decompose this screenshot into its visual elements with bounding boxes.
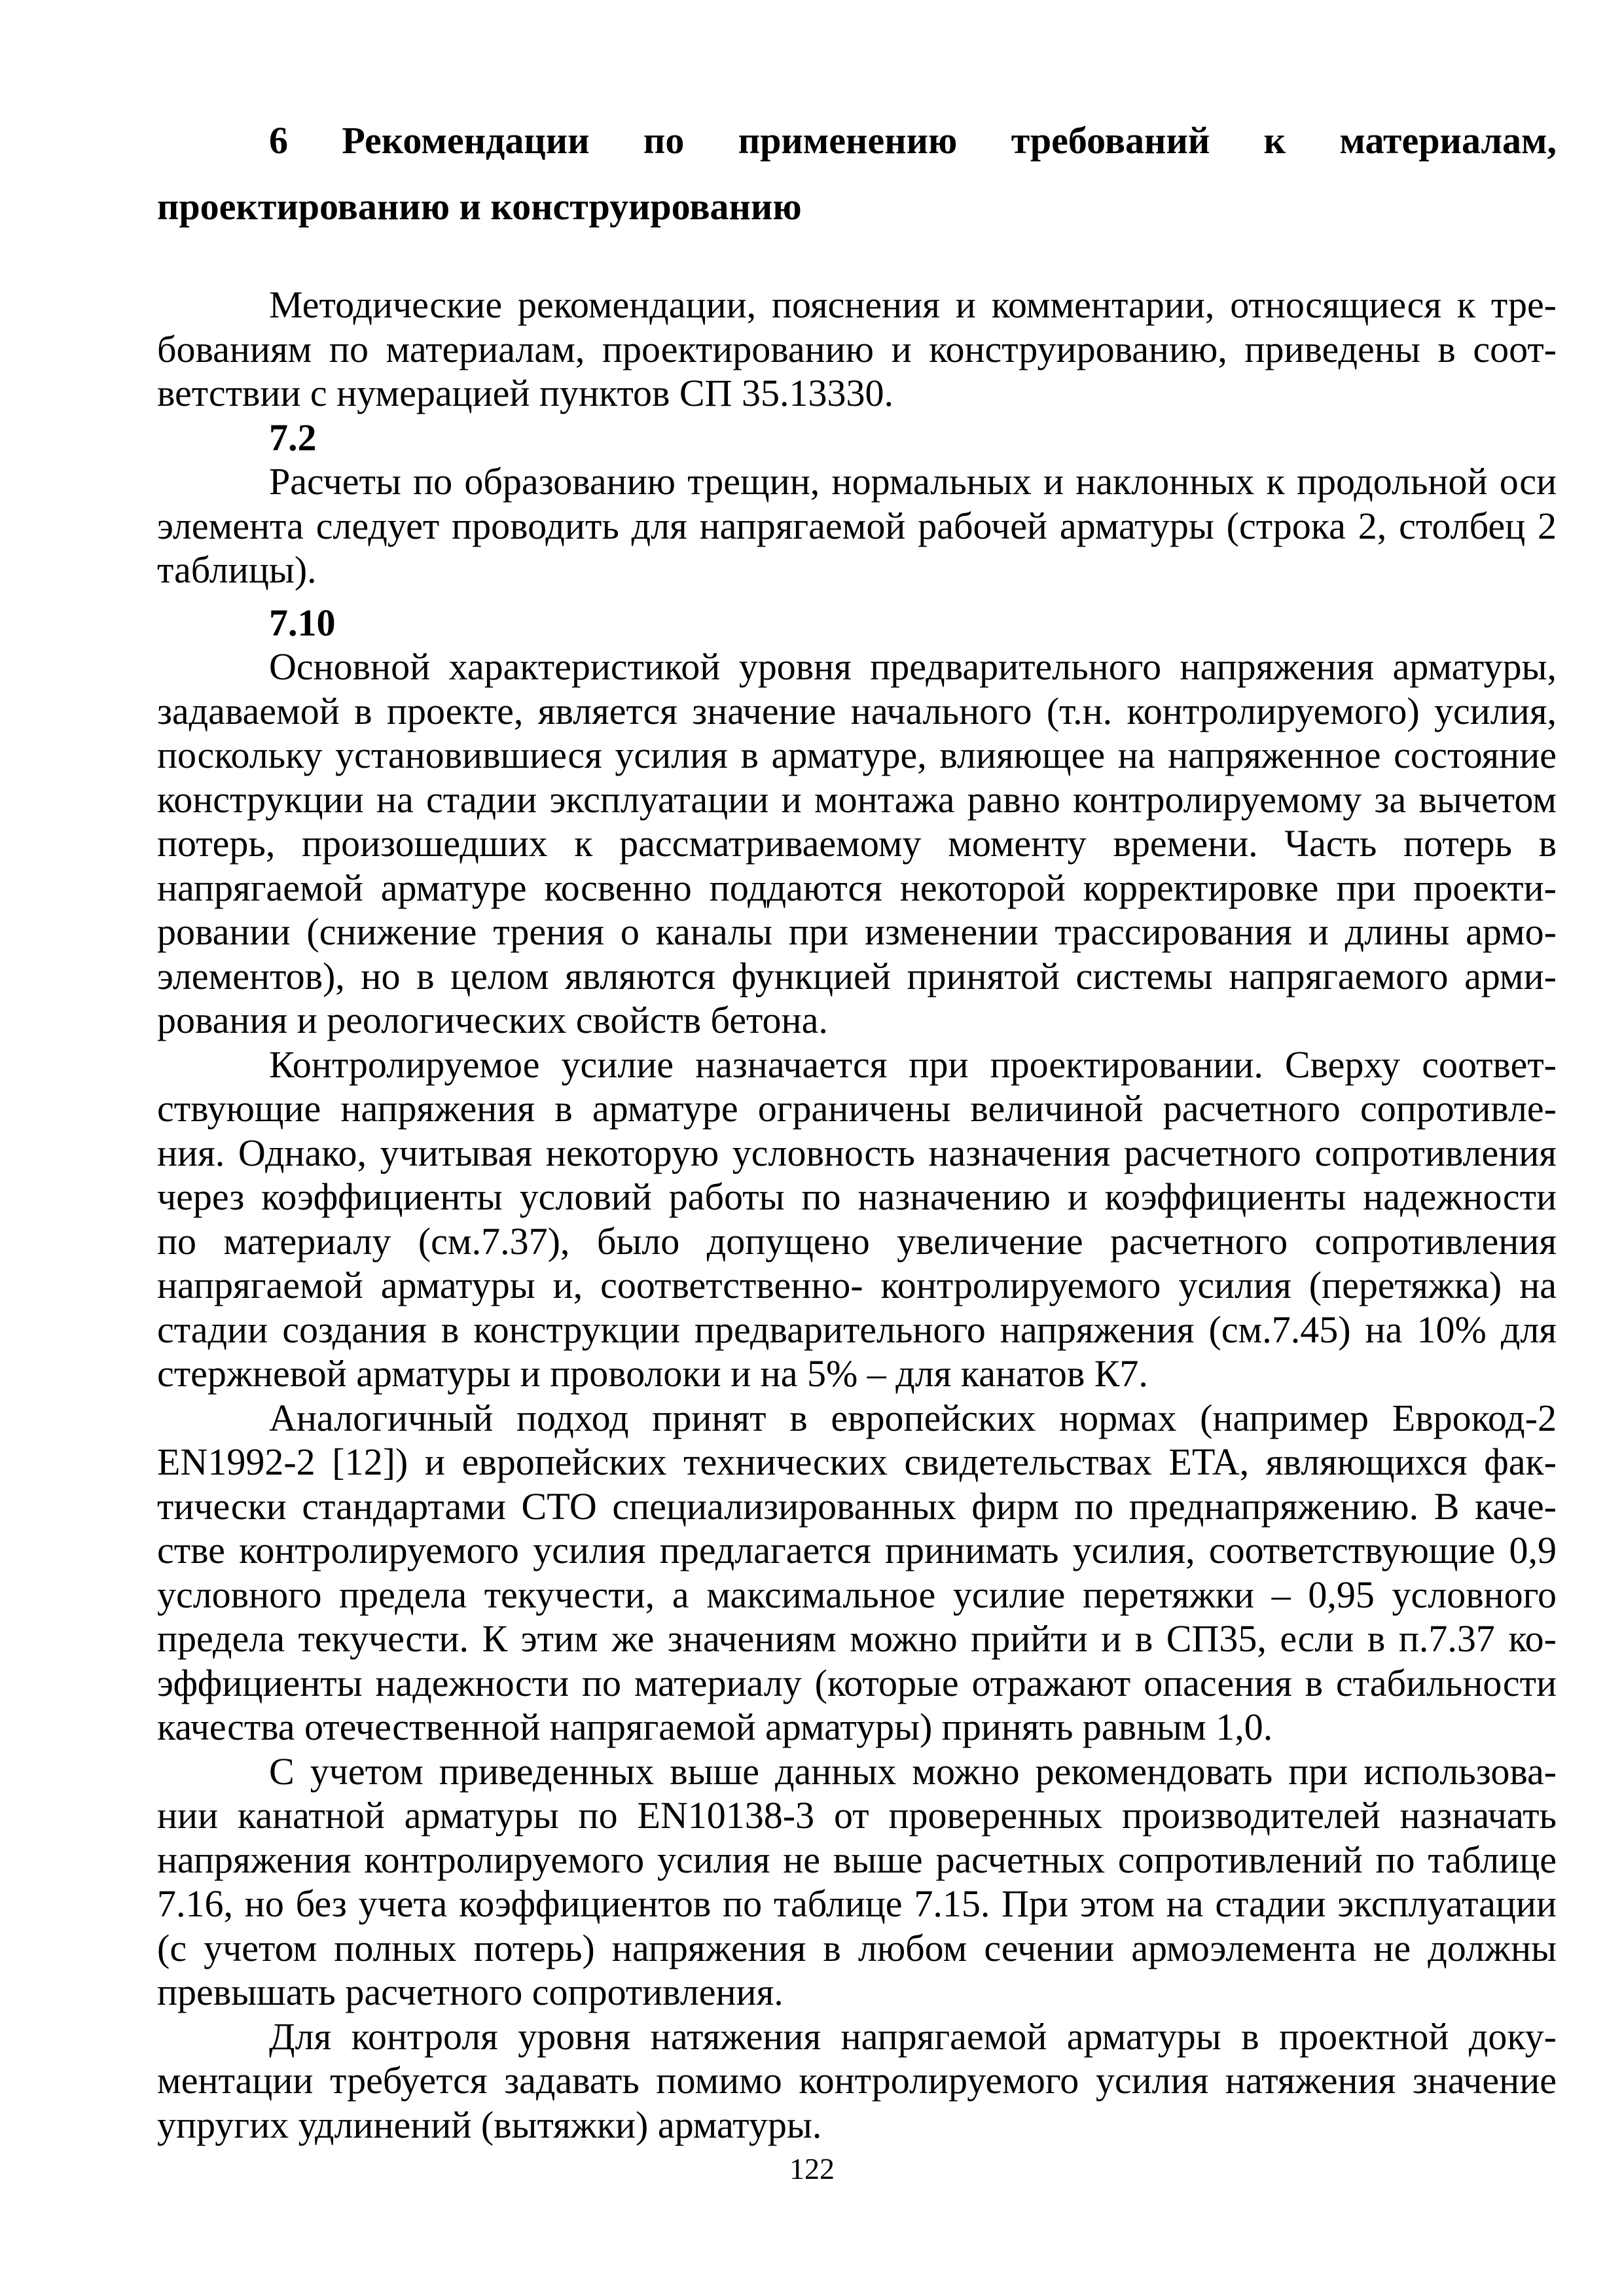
- section-number: 7.10: [269, 601, 336, 644]
- text-line: EN1992-2 [12]) и европейских технических свидетельствах ETA, являющихся фак-: [157, 1441, 1557, 1483]
- document-page: [157, 107, 1557, 2147]
- text-line: нии канатной арматуры по EN10138-3 от проверенных производителей назначать: [157, 1794, 1557, 1837]
- paragraph: [157, 283, 1557, 416]
- text-line: тически стандартами СТО специализированных фирм по преднапряжению. В каче-: [157, 1484, 1557, 1528]
- chapter-heading: [157, 107, 1557, 240]
- text-line: Основной характеристикой уровня предварительного напряжения арматуры,: [269, 645, 1557, 688]
- paragraph: [157, 645, 1557, 1043]
- text-line: ствующие напряжения в арматуре ограничены величиной расчетного сопротивле-: [157, 1087, 1557, 1130]
- text-line: ветствии с нумерацией пунктов СП 35.13330.: [157, 372, 893, 414]
- text-line: бованиям по материалам, проектированию и конструированию, приведены в соот-: [157, 327, 1557, 370]
- text-line: поскольку установившиеся усилия в арматуре, влияющее на напряженное состояние: [157, 734, 1557, 776]
- text-line: напрягаемой арматуре косвенно поддаются некоторой корректировке при проекти-: [157, 866, 1557, 909]
- text-line: эффициенты надежности по материалу (которые отражают опасения в стабильности: [157, 1661, 1557, 1704]
- text-line: рования и реологических свойств бетона.: [157, 999, 828, 1041]
- text-line: элементов), но в целом являются функцией принятой системы напрягаемого арми-: [157, 954, 1557, 997]
- text-line: Расчеты по образованию трещин, нормальных и наклонных к продольной оси: [269, 460, 1557, 503]
- text-line: Методические рекомендации, пояснения и комментарии, относящиеся к тре-: [269, 283, 1557, 326]
- text-line: ментации требуется задавать помимо контролируемого усилия натяжения значение: [157, 2059, 1557, 2102]
- text-line: через коэффициенты условий работы по назначению и коэффициенты надежности: [157, 1175, 1557, 1218]
- paragraph: [157, 1749, 1557, 2015]
- text-line: стве контролируемого усилия предлагается принимать усилия, соответствующие 0,9: [157, 1529, 1557, 1571]
- text-line: 7.16, но без учета коэффициентов по таблице 7.15. При этом на стадии эксплуатации: [157, 1882, 1557, 1925]
- text-line: упругих удлинений (вытяжки) арматуры.: [157, 2103, 822, 2146]
- page-number: 122: [789, 2152, 835, 2185]
- text-line: по материалу (см.7.37), было допущено увеличение расчетного сопротивления: [157, 1219, 1557, 1263]
- text-line: Контролируемое усилие назначается при проектировании. Сверху соответ-: [269, 1043, 1557, 1086]
- text-line: предела текучести. К этим же значениям можно прийти и в СП35, если в п.7.37 ко-: [157, 1617, 1557, 1660]
- heading-line: проектированию и конструированию: [157, 185, 802, 228]
- paragraph: [157, 1043, 1557, 1396]
- text-line: напряжения контролируемого усилия не выше расчетных сопротивлений по таблице: [157, 1838, 1557, 1881]
- paragraph: [157, 1396, 1557, 1749]
- text-line: (с учетом полных потерь) напряжения в любом сечении армоэлемента не должны: [157, 1926, 1557, 1969]
- text-line: Аналогичный подход принят в европейских нормах (например Еврокод-2: [269, 1396, 1557, 1439]
- text-line: ния. Однако, учитывая некоторую условность назначения расчетного сопротивления: [157, 1131, 1557, 1174]
- text-line: конструкции на стадии эксплуатации и монтажа равно контролируемому за вычетом: [157, 778, 1557, 821]
- section-number: 7.2: [269, 416, 317, 459]
- text-line: Для контроля уровня натяжения напрягаемой арматуры в проектной доку-: [269, 2015, 1557, 2058]
- text-line: превышать расчетного сопротивления.: [157, 1971, 784, 2013]
- document-body: [157, 283, 1557, 2147]
- text-line: задаваемой в проекте, является значение начального (т.н. контролируемого) усилия,: [157, 689, 1557, 732]
- heading-line: 6 Рекомендации по применению требований к материалам,: [269, 119, 1557, 162]
- text-line: ровании (снижение трения о каналы при изменении трассирования и длины армо-: [157, 910, 1557, 953]
- text-line: напрягаемой арматуры и, соответственно- контролируемого усилия (перетяжка) на: [157, 1264, 1557, 1306]
- text-line: условного предела текучести, а максимальное усилие перетяжки – 0,95 условного: [157, 1573, 1557, 1616]
- text-line: С учетом приведенных выше данных можно рекомендовать при использова-: [269, 1749, 1557, 1793]
- text-line: потерь, произошедших к рассматриваемому моменту времени. Часть потерь в: [157, 822, 1557, 865]
- paragraph: [157, 2015, 1557, 2147]
- text-line: элемента следует проводить для напрягаемой рабочей арматуры (строка 2, столбец 2: [157, 504, 1557, 547]
- text-line: таблицы).: [157, 548, 317, 591]
- paragraph: [157, 459, 1557, 592]
- text-line: стадии создания в конструкции предварительного напряжения (см.7.45) на 10% для: [157, 1308, 1557, 1351]
- text-line: стержневой арматуры и проволоки и на 5% – для канатов К7.: [157, 1352, 1148, 1395]
- text-line: качества отечественной напрягаемой арматуры) принять равным 1,0.: [157, 1706, 1273, 1748]
